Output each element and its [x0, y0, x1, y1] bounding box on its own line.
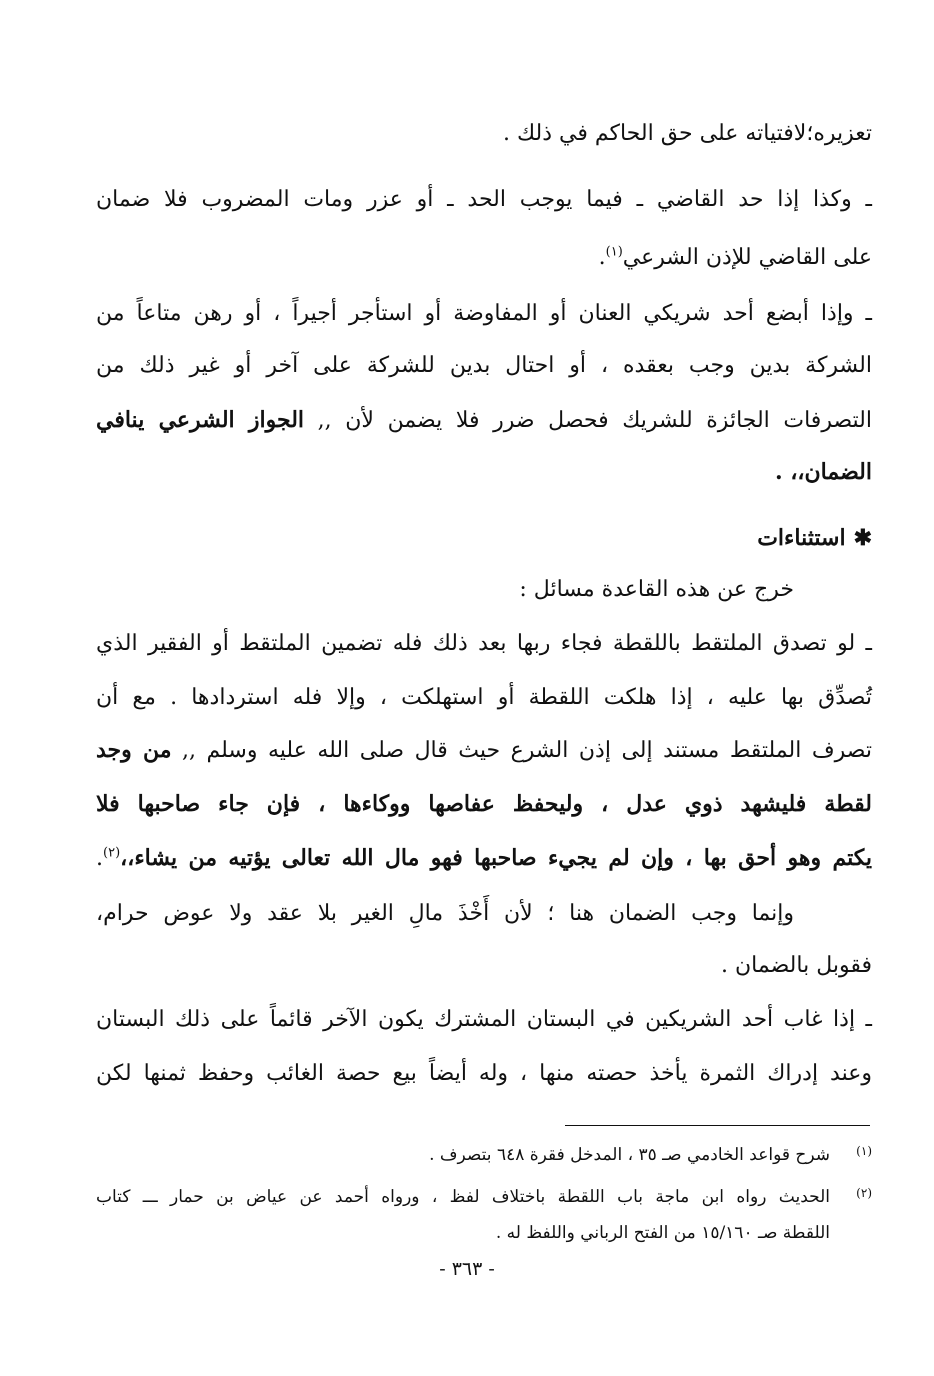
footnote-ref-2: (٢)	[103, 845, 121, 861]
footnote-marker: (١)	[856, 1144, 872, 1158]
line-text: ـ وإذا أبضع أحد شريكي العنان أو المفاوضة أو استأجر أجيراً ، أو رهن متاعاً من	[96, 301, 872, 326]
footnote-marker: (٢)	[856, 1186, 872, 1200]
text-line-6	[96, 400, 872, 441]
line-text: ـ وكذا إذا حد القاضي ـ فيما يوجب الحد ـ أو عزر ومات المضروب فلا ضمان	[96, 187, 873, 212]
heading-text: استثناءات	[757, 525, 846, 551]
bold-phrase: من وجد	[96, 737, 172, 763]
text-line-3: على القاضي للإذن الشرعي$^{(١)}$.	[598, 244, 872, 270]
line-text: تصرف الملتقط مستند إلى إذن الشرع حيث قال صلى الله عليه وسلم ,,	[182, 738, 872, 763]
line-text: وإنما وجب الضمان هنا ؛ لأن أَخْذَ مالِ الغير بلا عقد ولا عوض حرام،	[96, 901, 794, 926]
line-text: ـ إذا غاب أحد الشريكين في البستان المشترك يكون الآخر قائماً على ذلك البستان	[96, 1007, 872, 1032]
footnote-2	[96, 1182, 872, 1212]
text-line-8	[96, 570, 794, 610]
text-line-15	[96, 946, 872, 986]
line-text: تُصدِّق بها عليه ، إذا هلكت اللقطة أو استهلكت ، وإلا فله استردادها . مع أن	[96, 685, 872, 710]
text-line-2	[96, 180, 872, 220]
line-text: التصرفات الجائزة للشريك فحصل ضرر فلا يضمن لأن ,,	[317, 408, 872, 433]
line-text: تعزيره؛لافتياته على حق الحاكم في ذلك .	[503, 121, 872, 146]
line-text: الشركة بدين وجب بعقده ، أو احتال بدين للشركة على آخر أو غير ذلك من	[96, 353, 872, 378]
line-text: وعند إدراك الثمرة يأخذ حصته منها ، وله أيضاً بيع حصة الغائب وحفظ ثمنها لكن	[96, 1061, 872, 1086]
text-line-17	[96, 1054, 872, 1094]
text-line-4	[96, 294, 872, 334]
footnote-separator	[565, 1125, 870, 1126]
footnote-2-continued	[96, 1218, 872, 1248]
text-line-5	[96, 346, 872, 386]
line-text: على القاضي للإذن الشرعي	[622, 245, 872, 270]
line-text: خرج عن هذه القاعدة مسائل :	[519, 577, 794, 602]
text-line-13: يكتم وهو أحق بها ، وإن لم يجيء صاحبها فهو مال الله تعالى يؤتيه من يشاء،،$^{(٢)}$.	[96, 845, 872, 871]
text-line-7	[96, 452, 872, 493]
line-text: ـ لو تصدق الملتقط باللقطة فجاء ربها بعد ذلك فله تضمين الملتقط أو الفقير الذي	[96, 631, 872, 656]
text-line-12	[96, 784, 872, 825]
footnote-1	[96, 1140, 872, 1170]
hadith-text: لقطة فليشهد ذوي عدل ، وليحفظ عفاصها ووكاءها ، فإن جاء صاحبها فلا	[96, 791, 872, 817]
asterisk-star-icon: ✱	[853, 525, 872, 551]
footnote-text: الحديث رواه ابن ماجة باب اللقطة باختلاف لفظ ، ورواه أحمد عن عياض بن حمار ـــ كتاب	[96, 1187, 830, 1207]
text-line-9	[96, 624, 872, 664]
line-text: فقوبل بالضمان .	[721, 953, 872, 978]
footnote-text: اللقطة صـ ١٥/١٦٠ من الفتح الرباني واللفظ له .	[495, 1223, 830, 1243]
section-heading	[96, 518, 872, 558]
page-number: - ٣٦٣ -	[439, 1258, 495, 1280]
text-line-16	[96, 1000, 872, 1040]
hadith-text: يكتم وهو أحق بها ، وإن لم يجيء صاحبها فهو مال الله تعالى يؤتيه من يشاء،،	[120, 845, 872, 871]
text-line-10	[96, 678, 872, 718]
text-line-14	[96, 894, 794, 934]
footnote-ref-1: (١)	[605, 244, 623, 260]
text-line-1	[96, 114, 872, 154]
text-line-11	[96, 730, 872, 771]
bold-phrase: الجواز الشرعي ينافي	[96, 407, 305, 433]
footnote-text: شرح قواعد الخادمي صـ ٣٥ ، المدخل فقرة ٦٤٨ بتصرف .	[429, 1145, 830, 1165]
bold-phrase: الضمان،، .	[775, 459, 872, 485]
